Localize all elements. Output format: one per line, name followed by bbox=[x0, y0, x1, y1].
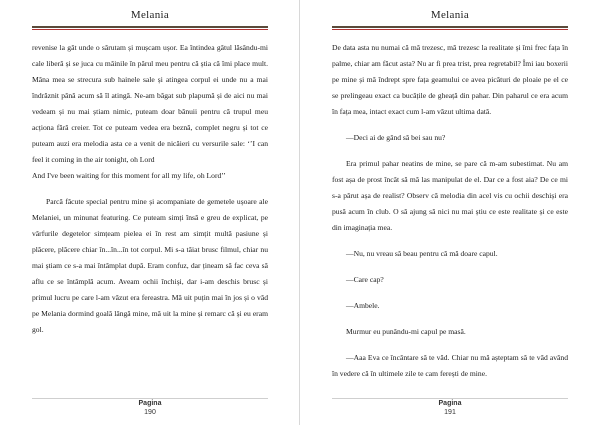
paragraph: —Aaa Eva ce încântare să te văd. Chiar nu mă așteptam să te văd având în vedere că în ultimele zile te cam ferești de mine. bbox=[332, 353, 568, 378]
paragraph: Murmur eu punându-mi capul pe masă. bbox=[346, 327, 466, 336]
paragraph: Era primul pahar neatins de mine, se pare că m-am subestimat. Nu am fost așa de prost încât să mă las manipulat de el. Dar ce a fost aia? De ce mi s-a părut așa de realist? Observ că melodia din acel vis cu ochii deschiși era pusă acum în club. O să ajung să nici nu mai știu ce este realitate și ce este din imaginația mea. bbox=[332, 159, 568, 232]
paragraph: revenise la gât unde o sărutam și mușcam ușor. Ea întindea gâtul lăsându-mi cale liberă și se juca cu mâinile în părul meu pentru că știa că îmi place mult. Mâna mea se strecura sub hainele sale și atingea corpul ei unde nu a mai îndrăznit până acum să îl atingă. Ne-am băgat sub plapumă și de aici nu mai vedeam și nu mai știam nimic, puteam doar bănuii pentru că trupul meu acționa fără creier. Tot ce puteam vedea era beznă, complet negru și tot ce puteam auzi era melodia asta ce a venit de nicăieri cu versurile sale: ‘’I can feel it coming in the air tonight, oh Lord bbox=[32, 43, 268, 164]
footer-rule bbox=[332, 398, 568, 399]
page-number: 190 bbox=[144, 409, 156, 416]
header-rule-accent bbox=[32, 29, 268, 30]
header-rule bbox=[32, 26, 268, 28]
paragraph: And I've been waiting for this moment for all my life, oh Lord’’ bbox=[32, 171, 226, 180]
paragraph: —Nu, nu vreau să beau pentru că mă doare capul. bbox=[346, 249, 498, 258]
paragraph: De data asta nu numai că mă trezesc, mă trezesc la realitate și îmi frec fața în palme, chiar am făcut asta? Nu ar fi prea trist, prea regretabil? Îmi iau boxerii pe mine și mă îndrept spre fața geamului ce avea picături de ploaie pe el ce se prelingeau exact ca bucățile de gheață din pahar. Din paharul ce era acum în fața mea, intact exact cum l-am văzut ultima dată. bbox=[332, 43, 568, 116]
page-body bbox=[32, 40, 268, 338]
page-number: 191 bbox=[444, 409, 456, 416]
right-page bbox=[300, 0, 600, 425]
header-rule-accent bbox=[332, 29, 568, 30]
footer-rule bbox=[32, 398, 268, 399]
running-header: Melania bbox=[130, 9, 170, 21]
footer-label: Pagina bbox=[438, 400, 462, 407]
running-header: Melania bbox=[430, 9, 470, 21]
footer-label: Pagina bbox=[138, 400, 162, 407]
paragraph: Parcă făcute special pentru mine și acompaniate de gemetele ușoare ale Melaniei, un minunat featuring. Ce puteam simți însă e greu de explicat, pe vârfurile degetelor simțeam pielea ei în rest am simțit multă pasiune și plăcere, plăcere chiar în...în...în tot corpul. Mi s-a tăiat brusc filmul, chiar nu mai știam ce s-a mai întâmplat după. Eram confuz, dar țineam să fac ceva să aflu ce se întâmplă acum. Aveam ochii închiși, dar i-am deschis brusc și primul lucru pe care l-am văzut era fereastra. Mă uit puțin mai în jos și o văd pe Melania dormind goală lângă mine, mă uit la mine și remarc că și eu eram gol. bbox=[32, 197, 268, 334]
paragraph: —Care cap? bbox=[346, 275, 384, 284]
page-body bbox=[332, 40, 568, 382]
paragraph: —Deci ai de gând să bei sau nu? bbox=[346, 133, 446, 142]
header-rule bbox=[332, 26, 568, 28]
paragraph: —Ambele. bbox=[346, 301, 380, 310]
